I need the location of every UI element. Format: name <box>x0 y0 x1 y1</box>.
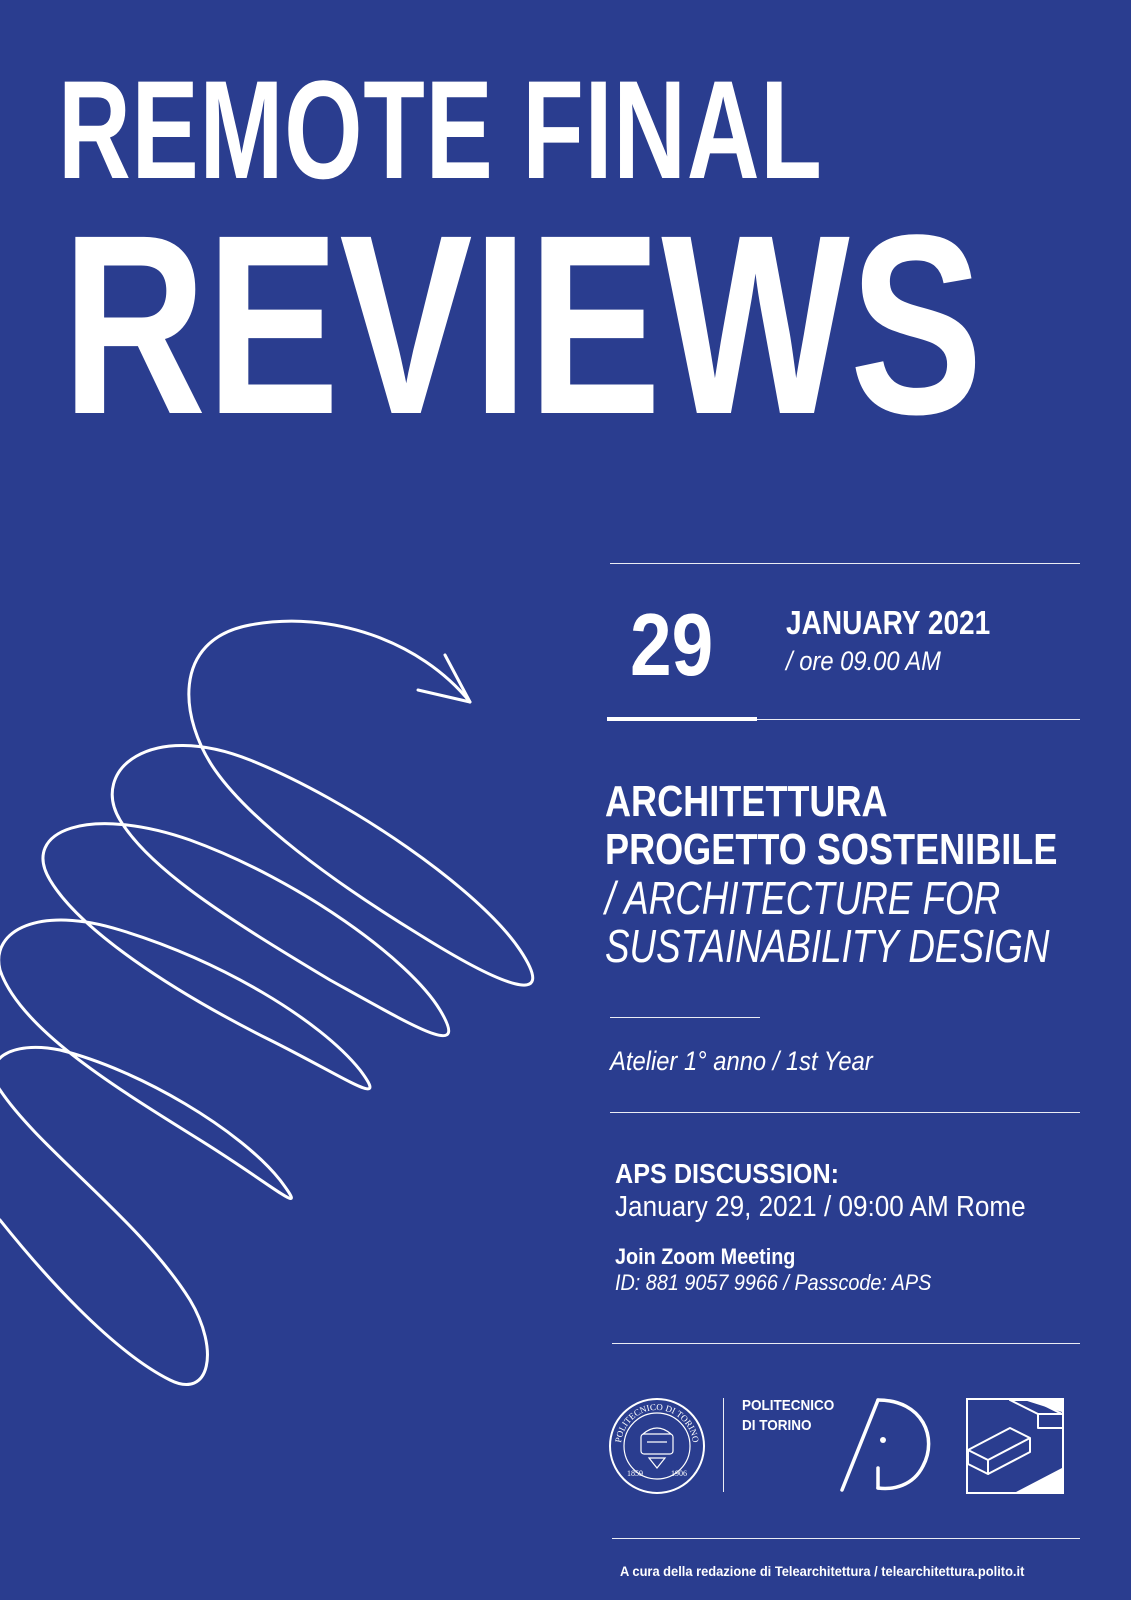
divider-zoom <box>612 1343 1080 1344</box>
title-line-1: REMOTE FINAL <box>58 51 823 208</box>
course-title-italian <box>605 778 1057 874</box>
divider-logos <box>612 1538 1080 1539</box>
footer-credit: A cura della redazione di Telearchitettura / telearchitettura.polito.it <box>620 1563 1025 1579</box>
politecnico-line-1: POLITECNICO <box>742 1397 835 1414</box>
telearchitettura-logo <box>966 1398 1064 1494</box>
divider-date-accent <box>607 717 757 721</box>
atelier-ad-logo <box>838 1398 938 1498</box>
politecnico-line-2: DI TORINO <box>742 1417 812 1434</box>
seal-text: POLITECNICO DI TORINO <box>613 1401 701 1444</box>
discussion-datetime: January 29, 2021 / 09:00 AM Rome <box>615 1191 1026 1223</box>
event-month-year: JANUARY 2021 <box>786 604 991 641</box>
discussion-label: APS DISCUSSION: <box>615 1158 840 1189</box>
course-title-english <box>605 874 1049 970</box>
politecnico-seal-logo <box>607 1396 707 1496</box>
course-italian-line-1: ARCHITETTURA <box>605 777 888 826</box>
course-english-line-2: SUSTAINABILITY DESIGN <box>605 920 1050 972</box>
course-italian-line-2: PROGETTO SOSTENIBILE <box>605 825 1058 874</box>
seal-year-left: 1859 <box>627 1469 643 1478</box>
divider-top <box>610 563 1080 564</box>
divider-short <box>610 1017 760 1018</box>
seal-year-right: 1906 <box>671 1469 687 1478</box>
title-line-2: REVIEWS <box>62 182 983 468</box>
politecnico-name <box>742 1396 834 1436</box>
zoom-label: Join Zoom Meeting <box>615 1244 796 1269</box>
zoom-details: ID: 881 9057 9966 / Passcode: APS <box>615 1270 932 1295</box>
atelier-year: Atelier 1° anno / 1st Year <box>610 1046 873 1076</box>
divider-date <box>757 719 1080 720</box>
course-english-line-1: / ARCHITECTURE FOR <box>605 872 1001 924</box>
divider-atelier <box>610 1112 1080 1113</box>
event-day: 29 <box>630 595 714 694</box>
event-time: / ore 09.00 AM <box>786 646 941 676</box>
logo-separator <box>723 1398 724 1492</box>
